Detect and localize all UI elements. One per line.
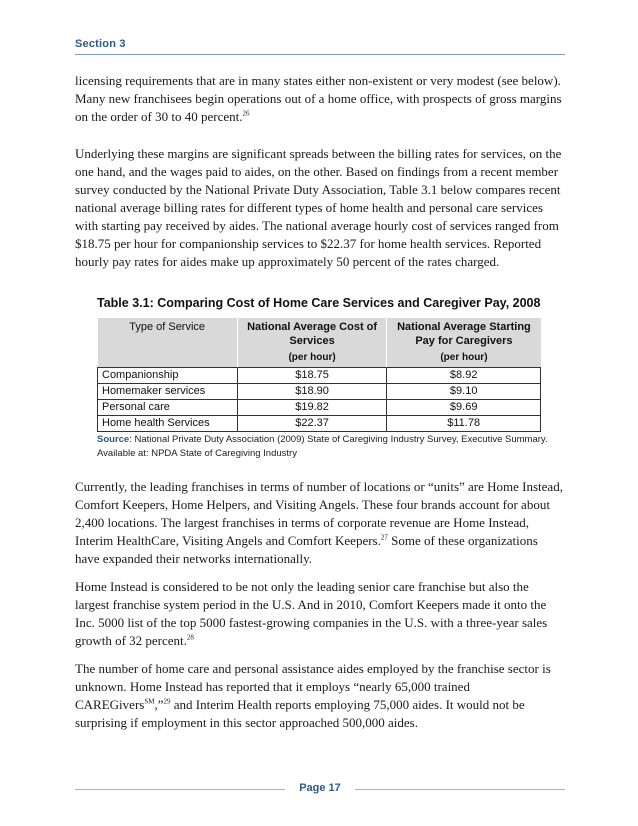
header-average-cost: National Average Cost of Services: [237, 318, 387, 350]
paragraph-text: The number of home care and personal assistance aides employed by the franchise sector is unknown. Home Instead has reported that it employs “nearly 65,000 trained CAREGivers: [75, 661, 551, 712]
cost-cell: $18.75: [237, 368, 387, 384]
service-cell: Personal care: [98, 400, 238, 416]
table-subheader-row: [98, 350, 541, 368]
paragraph-licensing: [75, 72, 565, 126]
table-row: [98, 384, 541, 400]
pay-cell: $8.92: [387, 368, 541, 384]
paragraph-text: Home Instead is considered to be not only the leading senior care franchise but also the largest franchise system period in the U.S. And in 2010, Comfort Keepers made it onto the Inc. 5000 list of the top 5000 fastest-growing companies in the U.S. with a three-year sales growth of 32 percent.: [75, 579, 548, 648]
header-type-of-service: Type of Service: [98, 318, 238, 350]
table-title: Table 3.1: Comparing Cost of Home Care Services and Caregiver Pay, 2008: [97, 296, 541, 310]
table-row: [98, 416, 541, 432]
paragraph-text: Some of these organizations have expanded their networks internationally.: [75, 533, 538, 566]
subheader-pay-unit: (per hour): [387, 350, 541, 368]
pay-cell: $9.69: [387, 400, 541, 416]
footnote-ref: 28: [186, 633, 194, 642]
footnote-ref: 29: [163, 697, 171, 706]
paragraph-text: ,”: [154, 697, 164, 712]
service-cell: Homemaker services: [98, 384, 238, 400]
service-mark: SM: [144, 697, 155, 706]
footnote-ref: 27: [380, 533, 388, 542]
paragraph-text: licensing requirements that are in many states either non-existent or very modest (see below). Many new franchisees begin operations out of a home office, with prospects of gross margins on the order of 30 to 40 percent.: [75, 73, 562, 124]
source-label: Source: [97, 434, 130, 445]
paragraph-text: Currently, the leading franchises in terms of number of locations or “units” are Home Instead, Comfort Keepers, Home Helpers, and Visiting Angels. These four brands account for about 2,400 locations. The largest franchises in terms of corporate revenue are Home Instead, Interim HealthCare, Visiting Angels and Comfort Keepers.: [75, 479, 563, 548]
header-rule: [75, 54, 565, 55]
paragraph-aides-employed: [75, 660, 565, 732]
source-text: : National Private Duty Association (2009) State of Caregiving Industry Survey, Executive Summary. Available at: NPDA State of Caregiving Industry: [97, 434, 548, 459]
table-row: [98, 400, 541, 416]
cost-cell: $19.82: [237, 400, 387, 416]
paragraph-home-instead: [75, 578, 565, 650]
footer-rule-left: [75, 789, 285, 790]
footer-rule-right: [355, 789, 565, 790]
table-row: [98, 368, 541, 384]
cost-comparison-table: [97, 318, 541, 432]
cost-cell: $22.37: [237, 416, 387, 432]
subheader-cost-unit: (per hour): [237, 350, 387, 368]
paragraph-margins: [75, 145, 565, 271]
paragraph-text: Underlying these margins are significant spreads between the billing rates for services, on the one hand, and the wages paid to aides, on the other. Based on findings from a recent member survey conducted by the National Private Duty Association, Table 3.1 below compares recent national average billing rates for different types of home health and personal care services with starting pay received by aides. The national average hourly cost of services ranged from $18.75 per hour for companionship services to $22.37 for home health services. Reported hourly pay rates for aides make up approximately 50 percent of the rates charged.: [75, 146, 562, 269]
paragraph-text: and Interim Health reports employing 75,000 aides. It would not be surprising if employment in this sector approached 500,000 aides.: [75, 697, 525, 730]
service-cell: Home health Services: [98, 416, 238, 432]
paragraph-leading-franchises: [75, 478, 565, 568]
pay-cell: $9.10: [387, 384, 541, 400]
pay-cell: $11.78: [387, 416, 541, 432]
table-header-row: [98, 318, 541, 350]
subheader-empty: [98, 350, 238, 368]
header-average-pay: National Average Starting Pay for Caregivers: [387, 318, 541, 350]
section-header: Section 3: [75, 38, 126, 50]
cost-cell: $18.90: [237, 384, 387, 400]
table-source-note: [97, 433, 557, 461]
page-number: Page 17: [299, 782, 341, 794]
service-cell: Companionship: [98, 368, 238, 384]
footnote-ref: 26: [242, 109, 250, 118]
